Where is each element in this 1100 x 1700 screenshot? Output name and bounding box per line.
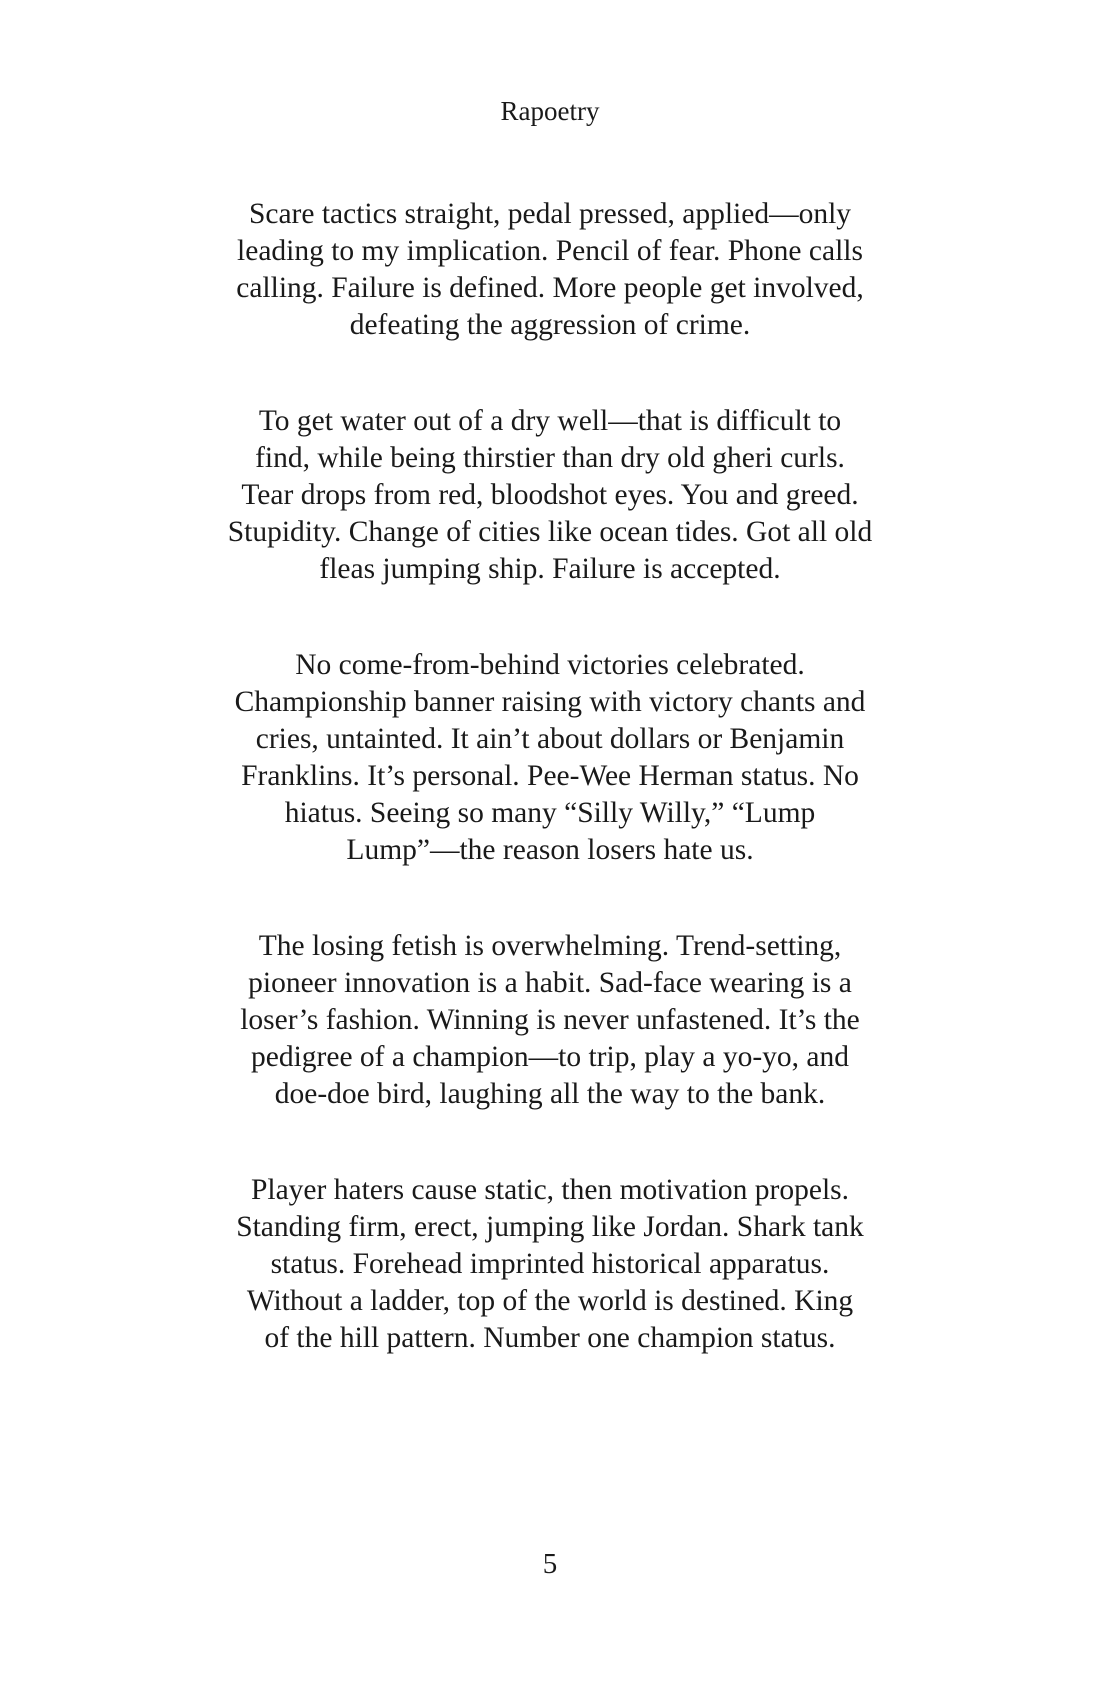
page-number: 5 xyxy=(542,1548,558,1580)
poem-line: loser’s fashion. Winning is never unfastened. It’s the xyxy=(240,1004,860,1036)
poem-line: Championship banner raising with victory chants and xyxy=(234,686,866,718)
poem-line: leading to my implication. Pencil of fear. Phone calls xyxy=(237,235,863,267)
poem-line: pedigree of a champion—to trip, play a yo-yo, and xyxy=(250,1041,849,1073)
stanza-2 xyxy=(170,403,930,588)
poem-line: fleas jumping ship. Failure is accepted. xyxy=(319,553,781,585)
poem-body xyxy=(170,196,930,1416)
poem-line: of the hill pattern. Number one champion status. xyxy=(264,1322,836,1354)
poem-line: status. Forehead imprinted historical apparatus. xyxy=(270,1248,830,1280)
poem-line: Franklins. It’s personal. Pee-Wee Herman status. No xyxy=(241,760,859,792)
poem-line: Standing firm, erect, jumping like Jordan. Shark tank xyxy=(236,1211,864,1243)
poem-line: defeating the aggression of crime. xyxy=(349,309,751,341)
poem-line: Tear drops from red, bloodshot eyes. You and greed. xyxy=(241,479,859,511)
poem-line: calling. Failure is defined. More people get involved, xyxy=(236,272,864,304)
poem-line: doe-doe bird, laughing all the way to the bank. xyxy=(274,1078,826,1110)
poem-line: Without a ladder, top of the world is destined. King xyxy=(246,1285,854,1317)
poem-line: The losing fetish is overwhelming. Trend-setting, xyxy=(258,930,842,962)
poem-line: Player haters cause static, then motivation propels. xyxy=(250,1174,850,1206)
running-header: Rapoetry xyxy=(500,96,600,126)
poem-line: Scare tactics straight, pedal pressed, applied—only xyxy=(248,198,852,230)
poem-line: cries, untainted. It ain’t about dollars or Benjamin xyxy=(255,723,845,755)
poem-line: pioneer innovation is a habit. Sad-face wearing is a xyxy=(248,967,852,999)
poem-line: Stupidity. Change of cities like ocean tides. Got all old xyxy=(227,516,873,548)
stanza-1 xyxy=(170,196,930,344)
poem-line: No come-from-behind victories celebrated. xyxy=(295,649,805,681)
poem-line: hiatus. Seeing so many “Silly Willy,” “Lump xyxy=(284,797,816,829)
stanza-4 xyxy=(170,928,930,1113)
poem-line: find, while being thirstier than dry old gheri curls. xyxy=(255,442,845,474)
poem-line: To get water out of a dry well—that is difficult to xyxy=(258,405,842,437)
stanza-5 xyxy=(170,1172,930,1357)
stanza-3 xyxy=(170,647,930,869)
poem-line: Lump”—the reason losers hate us. xyxy=(346,834,754,866)
